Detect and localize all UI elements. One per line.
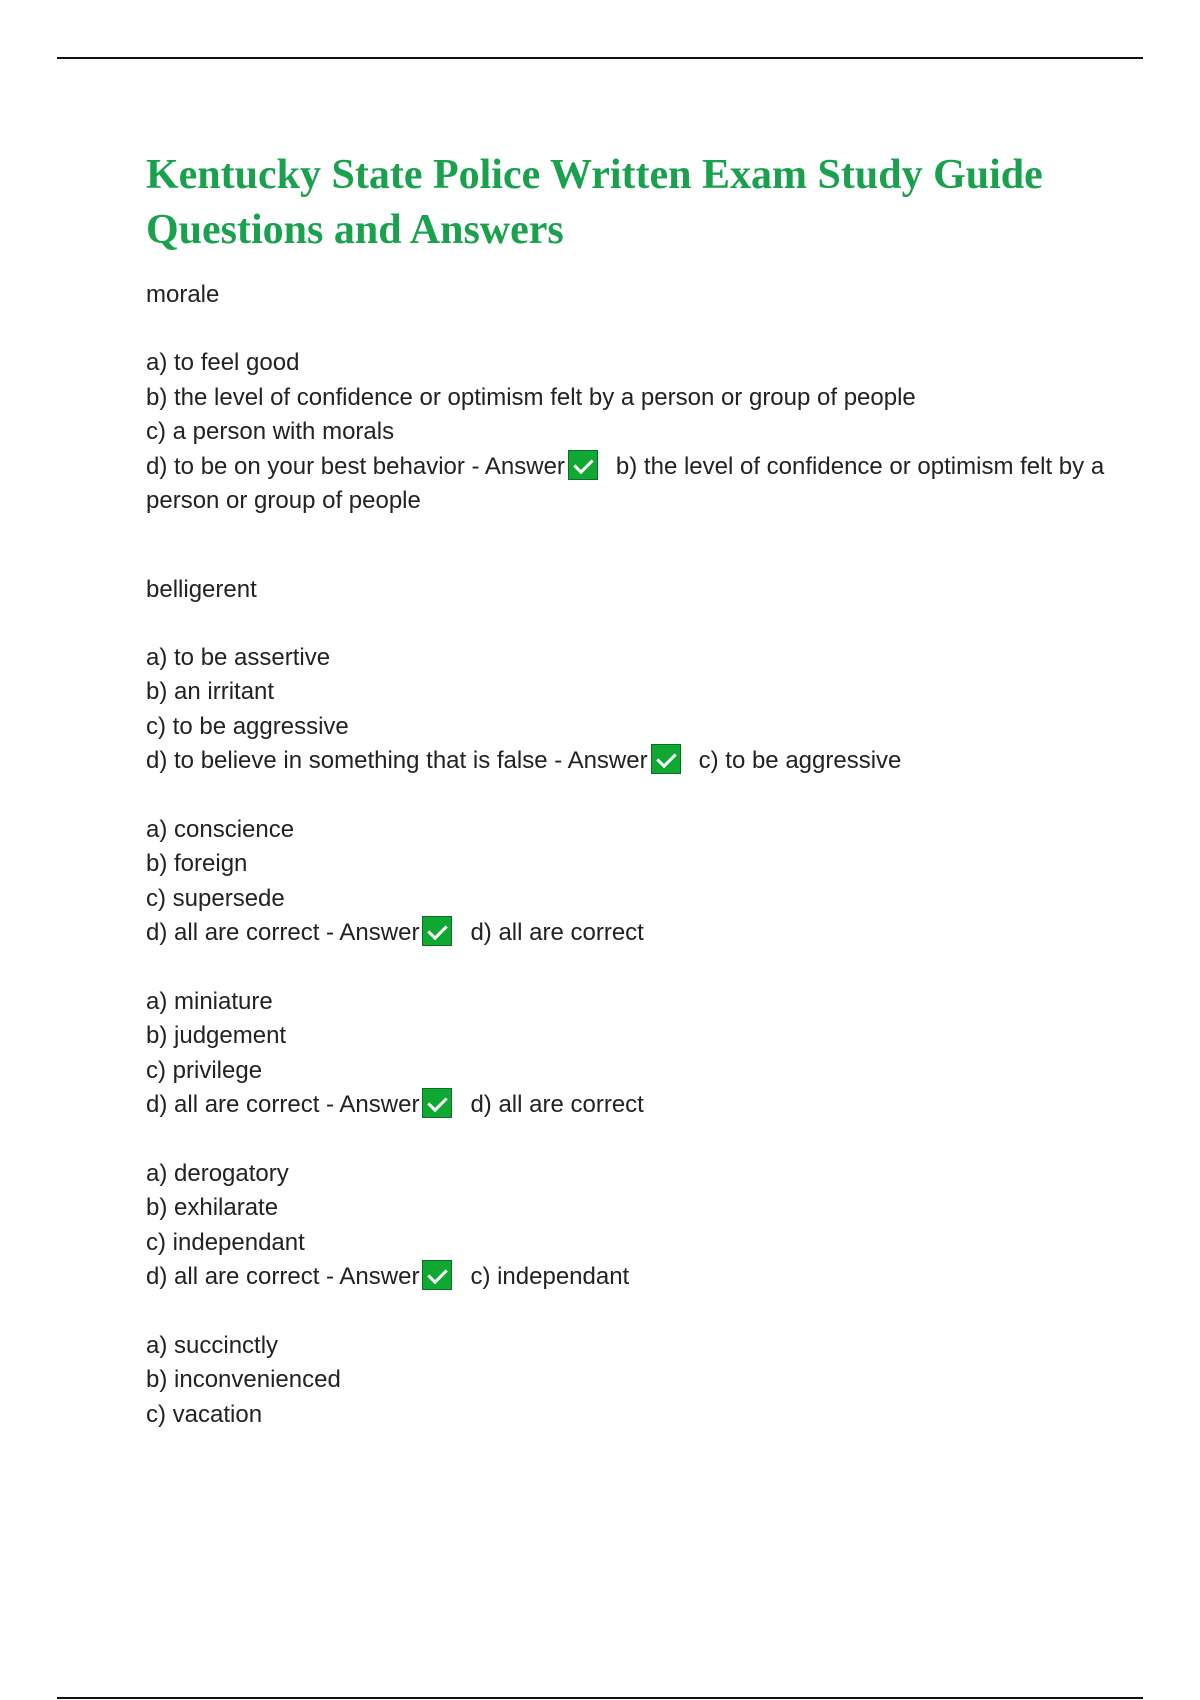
checkmark-icon	[422, 1088, 452, 1118]
checkmark-icon	[422, 1260, 452, 1290]
question-block	[146, 1329, 1106, 1433]
question-block	[146, 1157, 1106, 1295]
answer-label: Answer	[484, 452, 565, 480]
checkmark-icon	[651, 744, 681, 774]
correct-answer: d) all are correct	[470, 1091, 644, 1118]
answer-option	[146, 1054, 1106, 1089]
option-text: c) supersede	[146, 884, 285, 912]
question-block	[146, 985, 1106, 1123]
option-text: a) derogatory	[146, 1159, 289, 1187]
checkmark-icon	[422, 916, 452, 946]
option-text: b) inconvenienced	[146, 1366, 341, 1393]
answer-option	[146, 641, 1106, 676]
question-word: belligerent	[146, 575, 257, 603]
answer-option	[146, 710, 1106, 745]
option-text: a) succinctly	[146, 1331, 279, 1359]
spacer	[146, 312, 1106, 346]
answer-separator: -	[319, 1263, 340, 1290]
answer-option	[146, 985, 1106, 1020]
answer-option	[146, 381, 1106, 416]
answer-separator: -	[547, 747, 568, 774]
answer-option	[146, 415, 1106, 450]
answer-option	[146, 882, 1106, 917]
top-rule	[57, 57, 1143, 59]
question-block	[146, 813, 1106, 951]
option-text: a) miniature	[146, 987, 273, 1015]
option-text: d) all are correct	[146, 1091, 320, 1118]
option-text: d) to be on your best behavior	[146, 452, 465, 480]
option-text: d) all are correct	[146, 1263, 320, 1290]
question-block	[146, 258, 1106, 519]
answer-label: Answer	[339, 1091, 420, 1118]
bottom-rule	[57, 1697, 1143, 1699]
option-text: b) judgement	[146, 1022, 287, 1049]
answer-option	[146, 1226, 1106, 1261]
page-title: Kentucky State Police Written Exam Study Guide Questions and Answers	[146, 152, 1043, 253]
correct-answer: d) all are correct	[470, 919, 644, 946]
option-text: c) privilege	[146, 1056, 263, 1084]
answer-separator: -	[464, 452, 485, 480]
option-text: b) exhilarate	[146, 1194, 279, 1221]
option-text: c) independant	[146, 1228, 305, 1256]
answer-option	[146, 1019, 1106, 1054]
question-word: morale	[146, 281, 220, 308]
answer-option	[146, 1363, 1106, 1398]
answer-label: Answer	[339, 919, 420, 946]
question-block	[146, 553, 1106, 779]
correct-answer: b) the level of confidence or optimism felt by a person or group of people	[146, 452, 1105, 514]
correct-answer: c) to be aggressive	[698, 747, 902, 774]
option-text: d) to believe in something that is false	[146, 747, 548, 774]
answer-option	[146, 1088, 1106, 1123]
spacer	[146, 607, 1106, 641]
option-text: c) vacation	[146, 1400, 263, 1428]
option-text: a) to be assertive	[146, 643, 331, 671]
answer-separator: -	[319, 1091, 340, 1118]
answer-option	[146, 916, 1106, 951]
answer-option	[146, 847, 1106, 882]
answer-label: Answer	[567, 747, 648, 774]
correct-answer: c) independant	[470, 1263, 630, 1290]
option-text: a) conscience	[146, 815, 295, 843]
option-text: c) a person with morals	[146, 418, 395, 445]
checkmark-icon	[568, 450, 598, 480]
option-text: b) the level of confidence or optimism felt by a person or group of people	[146, 383, 916, 411]
document-body	[146, 148, 1106, 1432]
answer-option	[146, 450, 1106, 519]
answer-option	[146, 675, 1106, 710]
answer-option	[146, 1157, 1106, 1192]
answer-option	[146, 346, 1106, 381]
option-text: a) to feel good	[146, 349, 300, 376]
answer-separator: -	[319, 919, 340, 946]
answer-option	[146, 813, 1106, 848]
option-text: d) all are correct	[146, 919, 320, 946]
answer-option	[146, 1398, 1106, 1433]
answer-option	[146, 1329, 1106, 1364]
answer-option	[146, 1260, 1106, 1295]
option-text: c) to be aggressive	[146, 712, 349, 740]
option-text: b) an irritant	[146, 678, 275, 705]
answer-option	[146, 1191, 1106, 1226]
question-list	[146, 258, 1106, 1432]
answer-label: Answer	[339, 1263, 420, 1290]
answer-option	[146, 744, 1106, 779]
option-text: b) foreign	[146, 850, 248, 877]
